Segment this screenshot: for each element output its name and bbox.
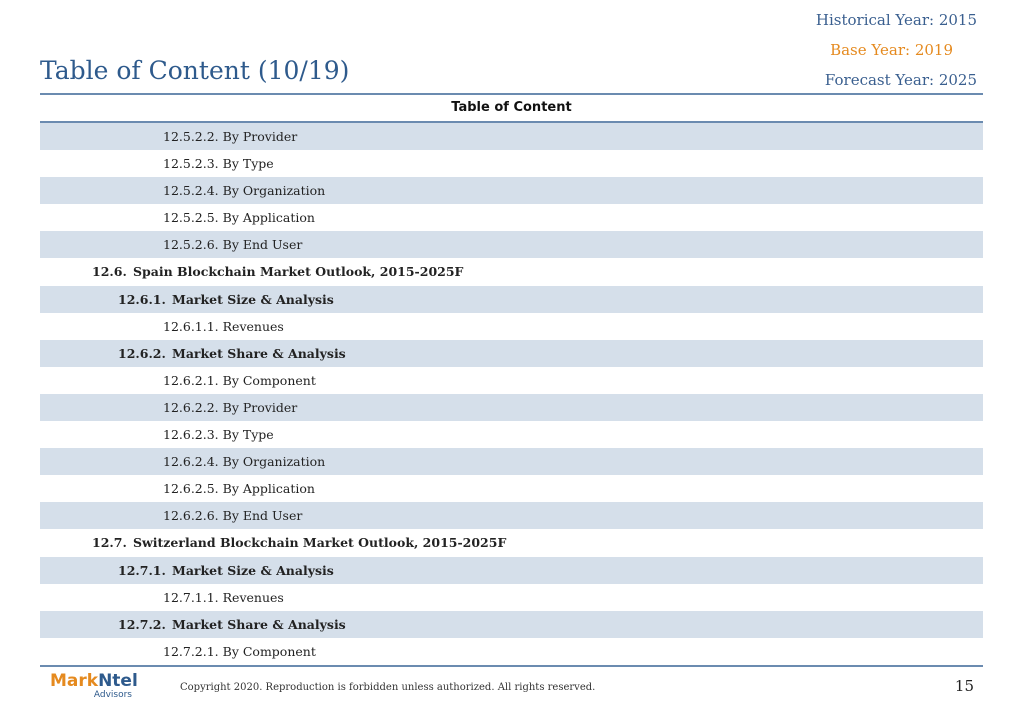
toc-row-number: 12.7.1. [118,562,166,578]
toc-row-text: Market Share & Analysis [172,616,346,632]
toc-row [40,502,983,529]
toc-row-text: 12.6.2.2. By Provider [163,399,298,415]
toc-header: Table of Content [40,95,983,123]
toc-row-text: 12.6.2.3. By Type [163,427,274,443]
toc-row [40,204,983,231]
toc-row [40,475,983,502]
toc-row-text: 12.7.1.1. Revenues [163,589,284,605]
toc-row-number: 12.6. [92,264,127,280]
toc-row [40,394,983,421]
toc-row-text: 12.6.1.1. Revenues [163,318,284,334]
toc-row [40,529,983,556]
toc-row [40,313,983,340]
toc-row [40,557,983,584]
toc-row-text: 12.6.2.6. By End User [163,508,303,524]
toc-row-text: 12.5.2.4. By Organization [163,183,326,199]
toc-row-text: 12.6.2.5. By Application [163,481,315,497]
toc-row-text: 12.5.2.3. By Type [163,156,274,172]
toc-row [40,150,983,177]
toc-table [40,93,983,667]
toc-row-text: 12.6.2.4. By Organization [163,454,326,470]
toc-row-text: 12.7.2.1. By Component [163,643,316,659]
logo-wordmark [50,672,140,690]
toc-row-number: 12.6.1. [118,291,166,307]
forecast-year: Forecast Year: 2025 [824,71,977,89]
toc-row-number: 12.6.2. [118,345,166,361]
toc-row-text: Market Size & Analysis [172,562,334,578]
year-info [816,8,977,98]
toc-row [40,340,983,367]
toc-row-text: 12.5.2.6. By End User [163,237,303,253]
toc-row-number: 12.7.2. [118,616,166,632]
logo-subtitle: Advisors [93,690,132,700]
toc-row [40,367,983,394]
toc-row-text: 12.5.2.5. By Application [163,210,315,226]
toc-row [40,448,983,475]
page-title: Table of Content (10/19) [40,56,350,85]
toc-row [40,286,983,313]
base-year: Base Year: 2019 [830,41,953,59]
toc-row-text: Spain Blockchain Market Outlook, 2015-2025F [133,264,464,280]
toc-row-text: 12.5.2.2. By Provider [163,129,298,144]
toc-row-text: Switzerland Blockchain Market Outlook, 2015-2025F [133,535,507,551]
toc-row [40,638,983,665]
toc-row [40,584,983,611]
logo-ntel-text: Ntel [98,671,138,691]
marknetel-logo [50,672,140,701]
toc-row [40,611,983,638]
logo-mark-text: Mark [50,671,99,691]
toc-row [40,258,983,285]
copyright-text: Copyright 2020. Reproduction is forbidden unless authorized. All rights reserved. [180,682,596,693]
toc-rows [40,123,983,665]
toc-row-number: 12.7. [92,535,127,551]
toc-row [40,231,983,258]
page-number: 15 [954,677,974,695]
toc-row-text: Market Size & Analysis [172,291,334,307]
toc-bottom-rule [40,665,983,667]
toc-row [40,123,983,150]
historical-year: Historical Year: 2015 [815,11,977,29]
toc-row [40,177,983,204]
toc-row [40,421,983,448]
toc-row-text: 12.6.2.1. By Component [163,372,316,388]
toc-row-text: Market Share & Analysis [172,345,346,361]
